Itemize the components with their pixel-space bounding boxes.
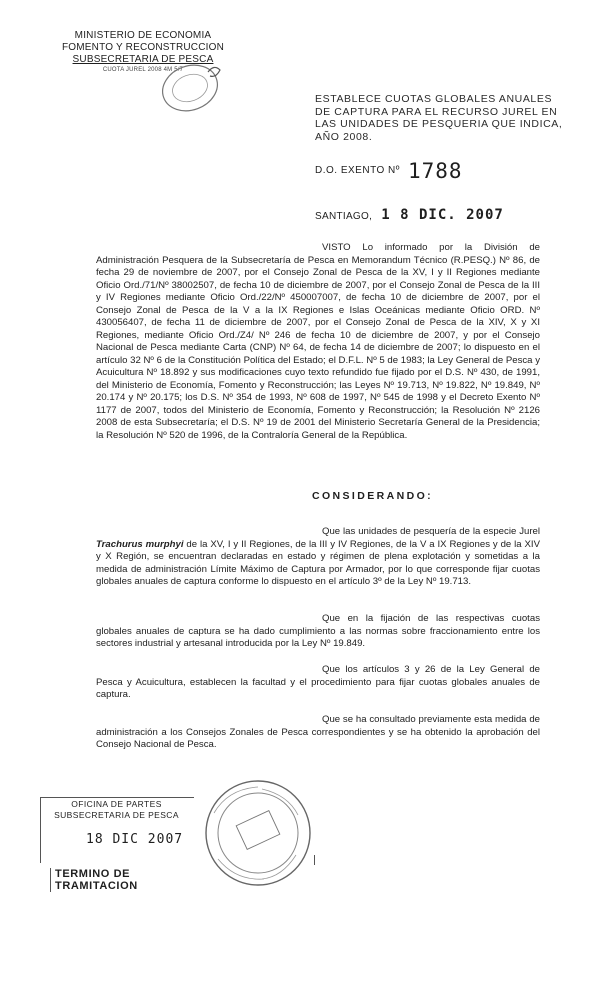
round-seal-icon: [150, 58, 230, 118]
p1-text-a: Que las unidades de pesquería de la especie Jurel: [322, 526, 540, 537]
city-label: SANTIAGO,: [315, 211, 373, 222]
ministry-line-2: FOMENTO Y RECONSTRUCCION: [61, 42, 225, 53]
considerando-paragraph-2: [96, 613, 540, 651]
considerando-paragraph-3: [96, 664, 540, 702]
stamp-subsecretaria: SUBSECRETARIA DE PESCA: [54, 810, 179, 820]
p3-text: Que los artículos 3 y 26 de la Ley General de Pesca y Acuicultura, establecen la facultad y el procedimiento para fijar cuotas globales anuales de captura.: [96, 664, 540, 700]
visto-paragraph: [96, 242, 540, 442]
p1-text-b: de la XV, I y II Regiones, de la III y IV Regiones, de la V a IX Regiones y de la XIV y X Región, se encuentran declaradas en estado y régimen de plena explotación y sometidas a la medida de administración Límite Máximo de Captura por Armador, por lo que corresponde fijar cuotas globales anuales de captura conforme lo dispuesto en el artículo 3º de la Ley Nº 19.713.: [96, 538, 540, 587]
visto-lead: VISTO: [322, 242, 351, 253]
considerando-paragraph-1: [96, 526, 540, 589]
file-reference: CUOTA JUREL 2008 4M 5/7: [102, 67, 184, 73]
considerando-heading: CONSIDERANDO:: [312, 490, 434, 502]
p4-text: Que se ha consultado previamente esta medida de administración a los Consejos Zonales de Pesca correspondientes y se ha obtenido la aprobación del Consejo Nacional de Pesca.: [96, 714, 540, 750]
official-seal-icon: [178, 773, 338, 893]
stamp-office: OFICINA DE PARTES: [71, 799, 162, 809]
ministry-line: MINISTERIO DE ECONOMIA: [74, 30, 212, 41]
decree-date: 1 8 DIC. 2007: [381, 207, 504, 223]
subsecretaria-line: SUBSECRETARIA DE PESCA: [72, 54, 214, 65]
considerando-paragraph-4: [96, 714, 540, 752]
species-name: Trachurus murphyi: [96, 538, 184, 550]
visto-text: Lo informado por la División de Administración Pesquera de la Subsecretaría de Pesca en Memorandum Técnico (R.PESQ.) Nº 86, de fecha 29 de noviembre de 2007, por el Consejo Zonal de Pesca de la XV, I y II Regiones mediante Oficio Ord./71/Nº 38002507, de fecha 10 de diciembre de 2007, por el Consejo Zonal de Pesca de la III y IV Regiones mediante Oficio Ord./22/Nº 450007007, de fecha 10 de diciembre de 2007, por el Consejo Zonal de Pesca de la V a la IX Regiones e Islas Oceánicas mediante Oficio ORD. Nº 430056407, de fecha 11 de diciembre de 2007, por el Consejo Zonal de Pesca de la XIV, X y XI Regiones, mediante Oficio Ord./Z4/ Nº 246 de fecha 10 de diciembre de 2007, y por el Consejo Nacional de Pesca mediante Carta (CNP) Nº 64, de fecha 14 de diciembre de 2007; lo dispuesto en el artículo 32 Nº 6 de la Constitución Política del Estado; el D.F.L. Nº 5 de 1983; la Ley General de Pesca y Acuicultura Nº 18.892 y sus modificaciones cuyo texto refundido fue fijado por el D.S. Nº 430, de 1991, del Ministerio de Economía, Fomento y Reconstrucción; las Leyes Nº 19.713, Nº 19.822, Nº 19.849, Nº 20.174 y Nº 20.175; los D.S. Nº 354 de 1993, Nº 608 de 1997, Nº 545 de 1998 y el Decreto Exento Nº 1177 de 2007, todos del Ministerio de Economía, Fomento y Reconstrucción; la Resolución Nº 2126 2008 de esta Subsecretaría; el D.S. Nº 19 de 2001 del Ministerio Secretaría General de la Presidencia; la Resolución Nº 520 de 1996, de la Contraloría General de la República.: [96, 242, 540, 441]
decree-label: D.O. EXENTO Nº: [315, 165, 400, 176]
oficina-partes-stamp: [40, 797, 193, 897]
margin-mark: [314, 855, 315, 865]
termino-tramitacion: TERMINO DE TRAMITACION: [50, 868, 193, 892]
p2-text: Que en la fijación de las respectivas cuotas globales anuales de captura se ha dado cumplimiento a las normas sobre fraccionamiento entre los sectores industrial y artesanal introducida por la Ley Nº 19.849.: [96, 613, 540, 649]
decree-title: ESTABLECE CUOTAS GLOBALES ANUALES DE CAPTURA PARA EL RECURSO JUREL EN LAS UNIDADES DE PESQUERIA QUE INDICA, AÑO 2008.: [315, 93, 563, 143]
stamp-date: 18 DIC 2007: [86, 832, 184, 847]
decree-number-line: [315, 159, 463, 183]
decree-number: 1788: [408, 159, 463, 183]
decree-date-line: [315, 207, 504, 223]
